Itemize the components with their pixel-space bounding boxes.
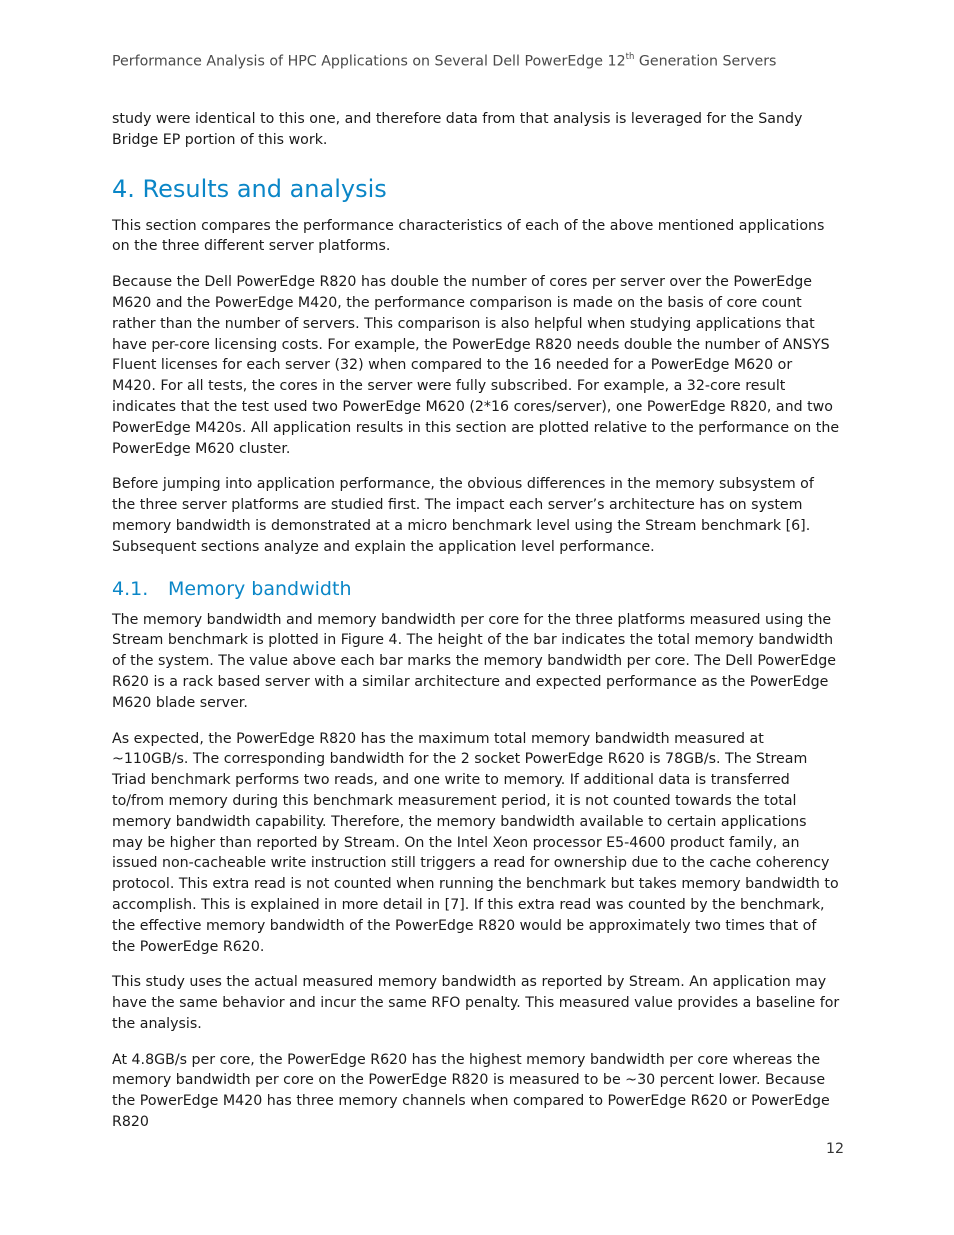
running-header-superscript: th: [625, 52, 635, 62]
subsection-heading: [112, 573, 840, 601]
subsection-title: Memory bandwidth: [168, 577, 352, 600]
section-paragraph: Before jumping into application performance, the obvious differences in the memory subsystem of the three server platforms are studied first. The impact each server’s architecture has on system memory bandwidth is demonstrated at a micro benchmark level using the Stream benchmark [6]. Subsequent sections analyze and explain the application level performance.: [112, 476, 814, 555]
running-header-text-end: Generation Servers: [634, 53, 777, 70]
page-content: [112, 109, 840, 1148]
running-header: [112, 53, 776, 70]
subsection-paragraph: At 4.8GB/s per core, the PowerEdge R620 has the highest memory bandwidth per core whereas the memory bandwidth per core on the PowerEdge R820 is measured to be ~30 percent lower. Because the PowerEdge M420 has three memory channels when compared to PowerEdge R620 or PowerEdge R820: [112, 1051, 830, 1131]
section-paragraph: This section compares the performance characteristics of each of the above mentioned applications on the three different server platforms.: [112, 217, 825, 255]
section-paragraph: Because the Dell PowerEdge R820 has double the number of cores per server over the PowerEdge M620 and the PowerEdge M420, the performance comparison is made on the basis of core count rather than the number of servers. This comparison is also helpful when studying applications that have per-core licensing costs. For example, the PowerEdge R820 needs double the number of ANSYS Fluent licenses for each server (32) when compared to the 16 needed for a PowerEdge M620 or M420. For all tests, the cores in the server were fully subscribed. For example, a 32-core result indicates that the test used two PowerEdge M620 (2*16 cores/server), one PowerEdge R820, and two PowerEdge M420s. All application results in this section are plotted relative to the performance on the PowerEdge M620 cluster.: [112, 274, 840, 457]
section-heading: 4. Results and analysis: [112, 174, 387, 203]
subsection-paragraph: As expected, the PowerEdge R820 has the maximum total memory bandwidth measured at ~110GB/s. The corresponding bandwidth for the 2 socket PowerEdge R620 is 78GB/s. The Stream Triad benchmark performs two reads, and one write to memory. If additional data is transferred to/from memory during this benchmark measurement period, it is not counted towards the total memory bandwidth capability. Therefore, the memory bandwidth available to certain applications may be higher than reported by Stream. On the Intel Xeon processor E5-4600 product family, an issued non-cacheable write instruction still triggers a read for ownership due to the cache coherency protocol. This extra read is not counted when running the benchmark but takes memory bandwidth to accomplish. This is explained in more detail in [7]. If this extra read was counted by the benchmark, the effective memory bandwidth of the PowerEdge R820 would be approximately two times that of the PowerEdge R620.: [112, 730, 839, 955]
subsection-paragraph: This study uses the actual measured memory bandwidth as reported by Stream. An application may have the same behavior and incur the same RFO penalty. This measured value provides a baseline for the analysis.: [112, 974, 840, 1032]
intro-paragraph: study were identical to this one, and therefore data from that analysis is leveraged for the Sandy Bridge EP portion of this work.: [112, 111, 803, 148]
subsection-paragraph: The memory bandwidth and memory bandwidth per core for the three platforms measured using the Stream benchmark is plotted in Figure 4. The height of the bar indicates the total memory bandwidth of the system. The value above each bar marks the memory bandwidth per core. The Dell PowerEdge R620 is a rack based server with a similar architecture and expected performance as the PowerEdge M620 blade server.: [112, 611, 836, 711]
page-number: 12: [826, 1141, 845, 1157]
running-header-text: Performance Analysis of HPC Applications on Several Dell PowerEdge 12: [112, 53, 626, 70]
subsection-number: 4.1.: [112, 577, 149, 600]
